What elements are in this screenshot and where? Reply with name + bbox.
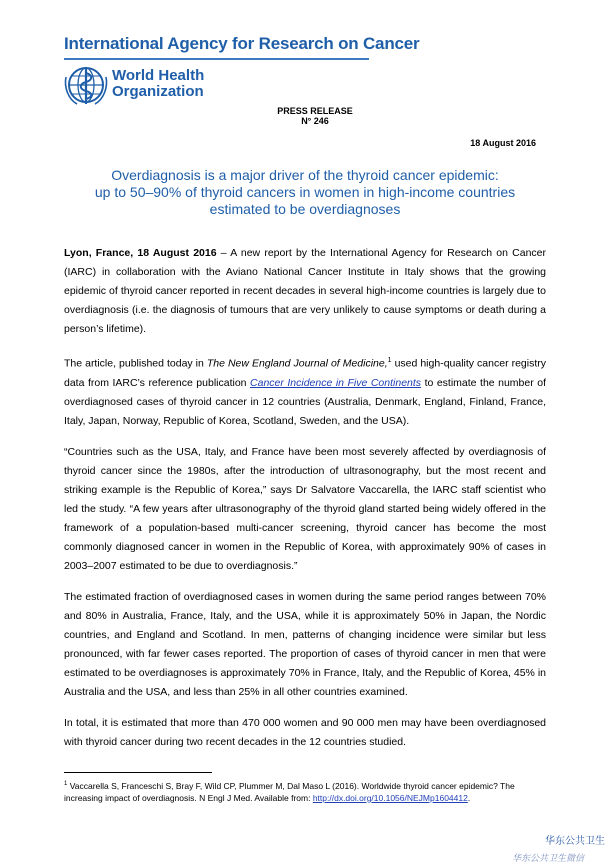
agency-title: International Agency for Research on Cancer: [64, 34, 420, 53]
headline-line-2: up to 50–90% of thyroid cancers in women in high-income countries: [94, 184, 516, 200]
who-wordmark: [112, 68, 204, 100]
header-rule: [64, 58, 369, 60]
footnote-end: .: [467, 792, 471, 803]
footnote-rule: [64, 772, 212, 773]
press-release-label: PRESS RELEASE: [277, 106, 353, 116]
footnote-text: Vaccarella S, Franceschi S, Bray F, Wild CP, Plummer M, Dal Maso L (2016). Worldwide thyroid cancer epidemic? The increasing impact of overdiagnosis. N Engl J Med. Available from:: [64, 780, 515, 803]
paragraph-total: In total, it is estimated that more than 470 000 women and 90 000 men may have been overdiagnosed with thyroid cancer during two recent decades in the 12 countries studied.: [64, 716, 546, 748]
article-text-3: to estimate the number of overdiagnosed cases of thyroid cancer in 12 countries (Australia, Denmark, England, Finland, France, Italy, Japan, Norway, Republic of Korea, Scotland, Sweden, and the USA).: [64, 376, 546, 427]
who-wordmark-line1: World Health: [112, 67, 205, 84]
who-emblem-icon: [63, 63, 109, 107]
headline-line-1: Overdiagnosis is a major driver of the thyroid cancer epidemic:: [111, 167, 499, 183]
paragraph-intro: [64, 244, 546, 339]
doi-link[interactable]: http://dx.doi.org/10.1056/NEJMp1604412: [312, 792, 468, 803]
intro-text: – A new report by the International Agency for Research on Cancer (IARC) in collaboration with the Aviano National Cancer Institute in Italy shows that the growing epidemic of thyroid cancer reported in recent decades in several high-income countries is largely due to overdiagnosis (i.e. the diagnosis of tumours that are very unlikely to cause symptoms or death during a person’s lifetime).: [64, 247, 546, 335]
press-release-number: N° 246: [301, 116, 329, 126]
footnote-number: 1: [64, 781, 68, 787]
headline-line-3: estimated to be overdiagnoses: [209, 201, 401, 217]
watermark-line-2: 华东公共卫生微信: [512, 853, 585, 863]
paragraph-estimates: The estimated fraction of overdiagnosed cases in women during the same period ranges between 70% and 80% in Australia, France, Italy, and the USA, while it is approximately 50% in Japan, the Nordic countries, and England and Scotland. In men, patterns of changing incidence were similar but less pronounced, with far fewer cases reported. The proportion of cases of thyroid cancer in men that were estimated to be overdiagnoses is approximately 70% in France, Italy, and the Republic of Korea, 45% in Australia and the USA, and less than 25% in all other countries examined.: [64, 590, 546, 698]
watermark-line-1: 华东公共卫生: [545, 836, 605, 847]
paragraph-article: [64, 351, 546, 431]
footnote-ref: 1: [387, 357, 392, 364]
dateline: Lyon, France, 18 August 2016: [64, 247, 217, 259]
release-date: 18 August 2016: [470, 138, 536, 148]
footnote: [64, 778, 546, 804]
paragraph-quote: “Countries such as the USA, Italy, and France have been most severely affected by overdiagnosis of thyroid cancer since the 1980s, after the introduction of ultrasonography, but the most recent and striking example is the Republic of Korea,” says Dr Salvatore Vaccarella, the IARC staff scientist who led the study. “A few years after ultrasonography of the thyroid gland started being widely offered in the framework of a population-based multi-cancer screening, thyroid cancer has become the most commonly diagnosed cancer in women in the Republic of Korea, with approximately 90% of cases in 2003–2007 estimated to be due to overdiagnosis.”: [64, 445, 546, 572]
ci5-link[interactable]: Cancer Incidence in Five Continents: [250, 376, 422, 389]
headline: [64, 167, 546, 218]
who-wordmark-line2: Organization: [112, 83, 204, 100]
article-text-2: used high-quality cancer registry data from IARC’s reference publication: [64, 357, 546, 389]
press-release-block: [0, 106, 610, 126]
article-text-1: The article, published today in: [64, 357, 207, 370]
journal-name: The New England Journal of Medicine,: [206, 357, 388, 370]
article-body: [64, 244, 546, 764]
